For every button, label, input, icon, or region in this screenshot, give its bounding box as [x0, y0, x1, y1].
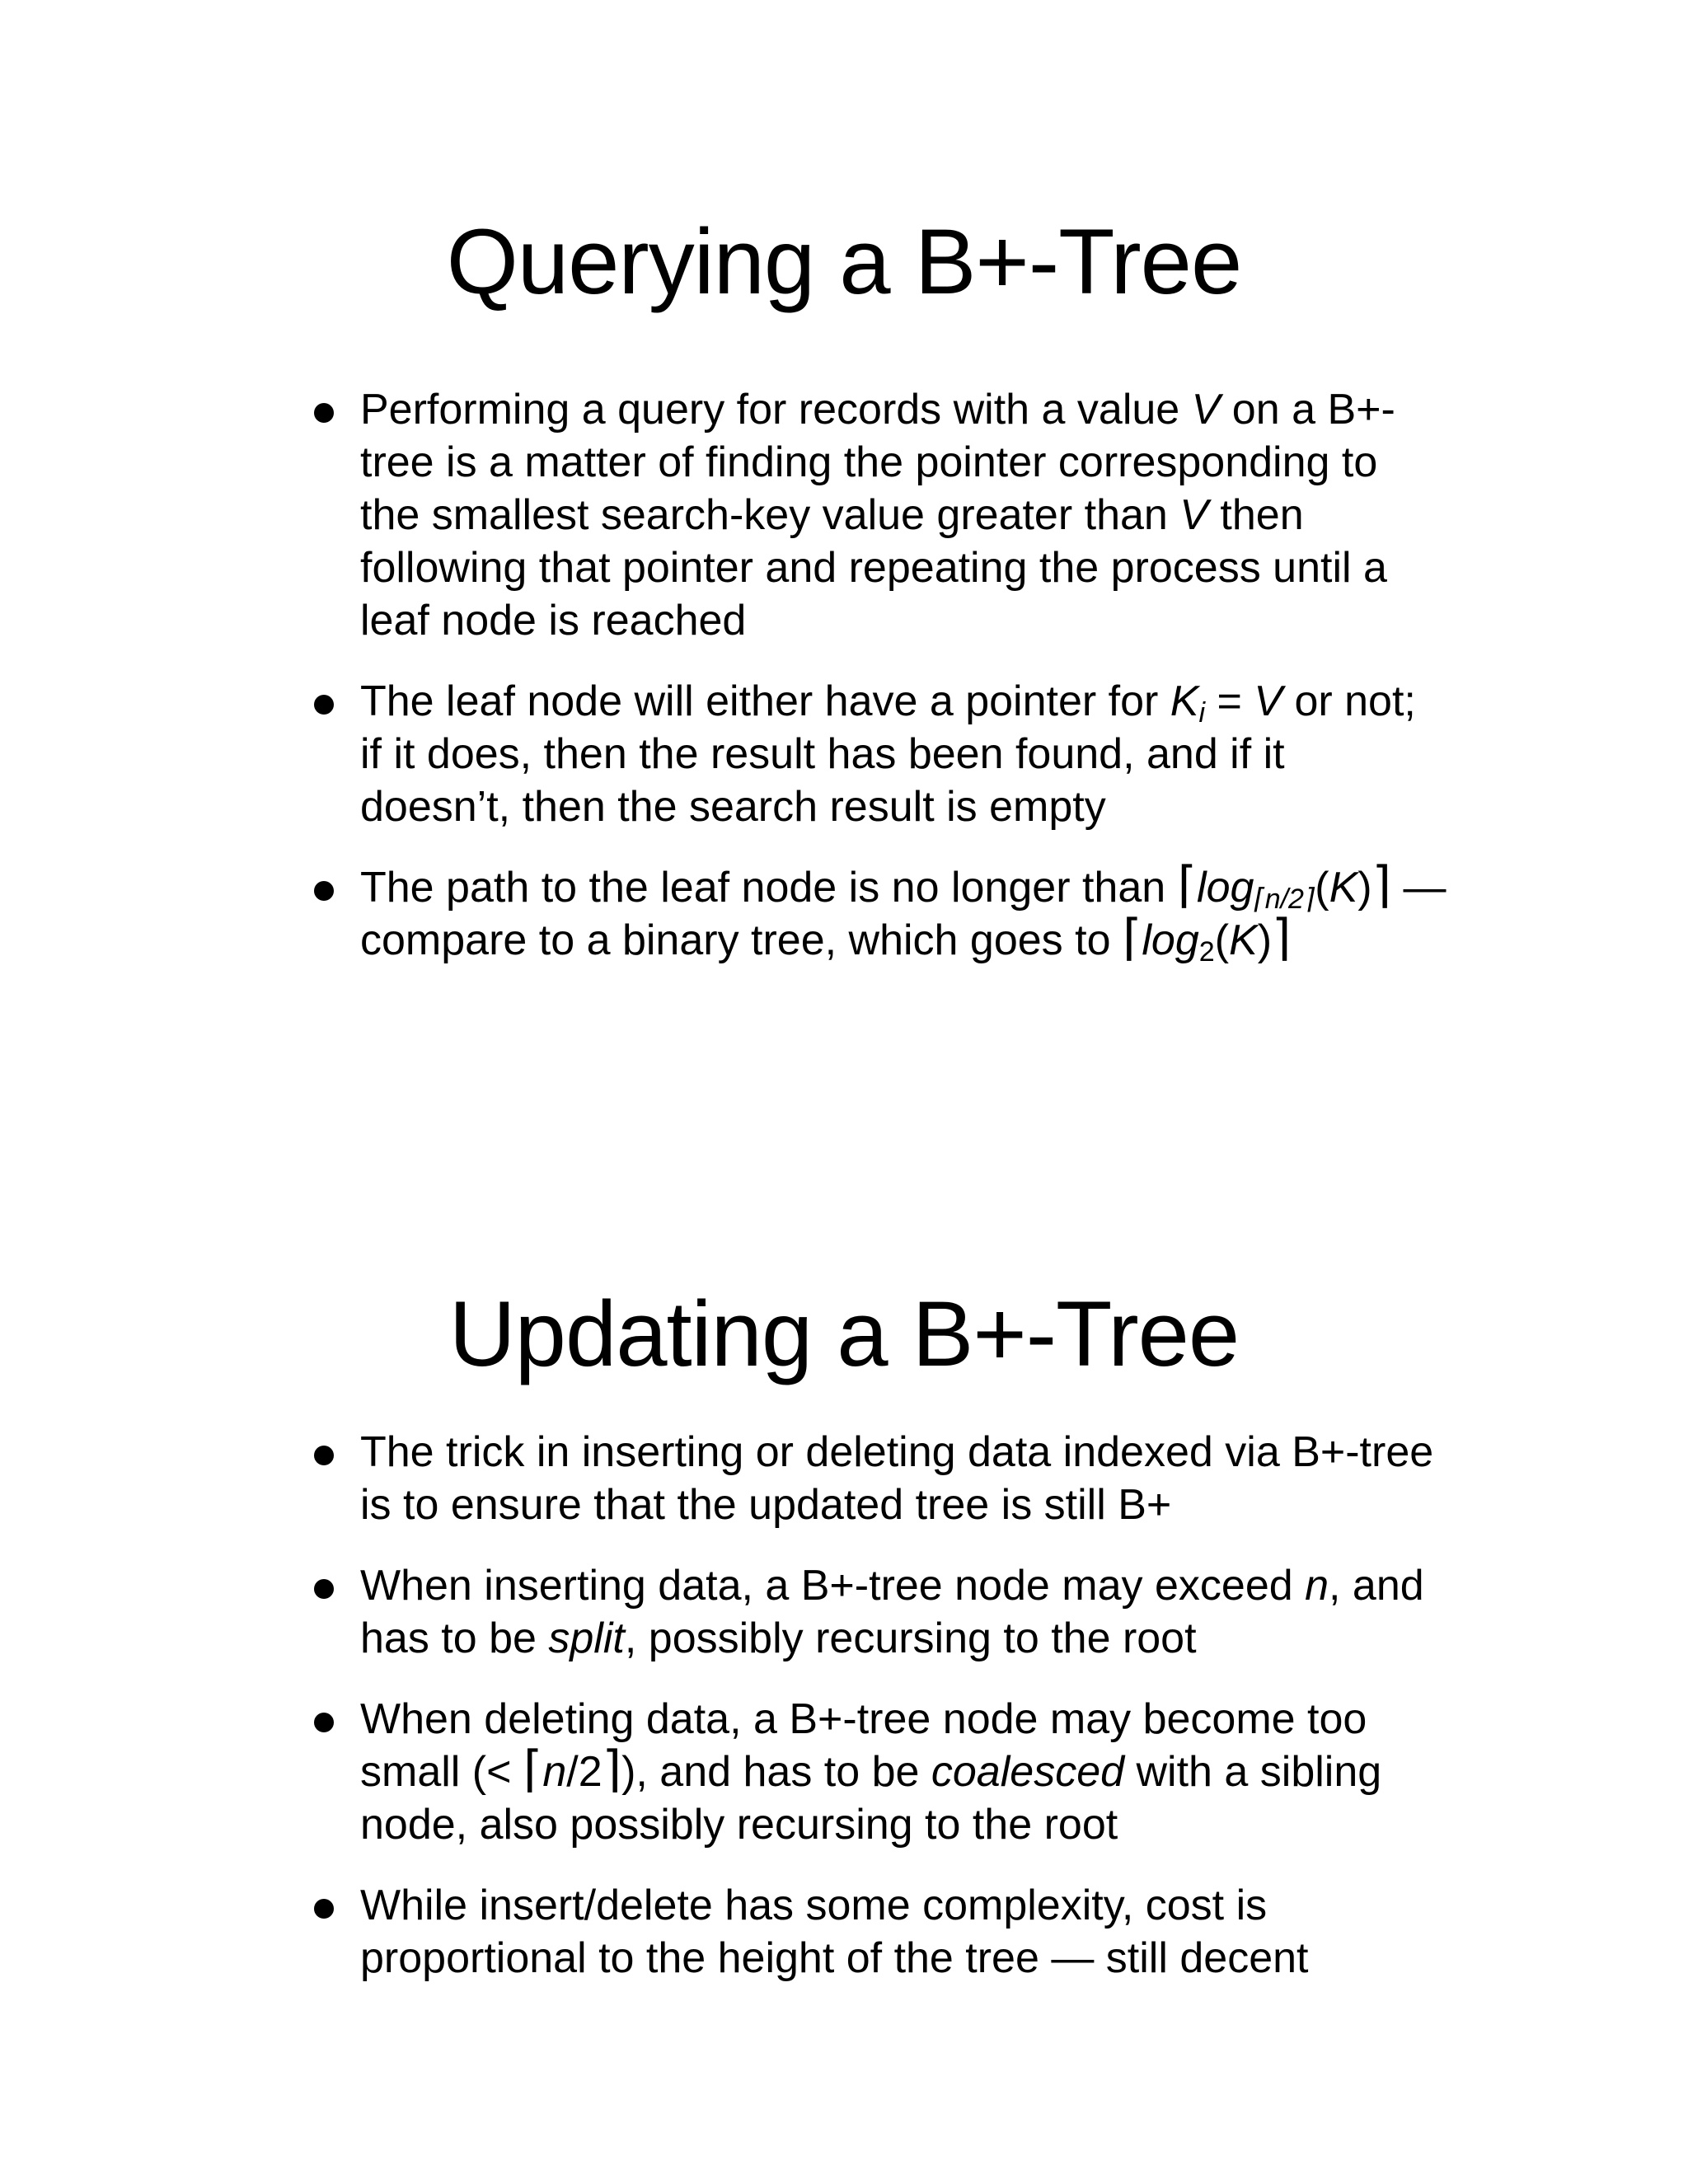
bullet-text: When deleting data, a B+-tree node may become too small (< ⌈n/2⌉), and has to be coalesced with a sibling node, also possibly recursing to the root [360, 1695, 1382, 1849]
bullet-text: While insert/delete has some complexity, cost is proportional to the height of the tree — still decent [360, 1882, 1309, 1982]
bullet-item [301, 675, 1447, 833]
bullet-text: The leaf node will either have a pointer for $K_i = V$ or not; if it does, then the result has been found, and if it doesn’t, then the search result is empty [360, 677, 1416, 831]
bullet-dot-icon [314, 403, 334, 423]
bullet-item [301, 383, 1447, 647]
slide-title: Updating a B+-Tree [448, 1282, 1240, 1385]
bullet-dot-icon [314, 1713, 334, 1732]
bullet-item [301, 857, 1447, 968]
bullet-text: Performing a query for records with a value V on a B+-tree is a matter of finding the pointer corresponding to the smallest search-key value greater than V then following that pointer and repeating the process until a leaf node is reached [360, 386, 1395, 644]
bullet-dot-icon [314, 695, 334, 715]
slide-updating [0, 1092, 1688, 2184]
bullet-item [301, 1693, 1447, 1851]
bullet-text: The trick in inserting or deleting data indexed via B+-tree is to ensure that the updated tree is still B+ [360, 1428, 1434, 1529]
bullet-list [301, 1426, 1447, 2013]
bullet-dot-icon [314, 881, 334, 901]
bullet-item [301, 1879, 1447, 1985]
bullet-item [301, 1426, 1447, 1531]
bullet-list [301, 383, 1447, 995]
bullet-item [301, 1559, 1447, 1665]
bullet-text: The path to the leaf node is no longer than $⌈\log_{⌈n/2⌉}(K)⌉$ — compare to a binary tree, which goes to $⌈\log_2(K)⌉$ [360, 857, 1447, 968]
bullet-dot-icon [314, 1899, 334, 1919]
slide-title: Querying a B+-Tree [446, 210, 1242, 313]
bullet-dot-icon [314, 1579, 334, 1599]
bullet-dot-icon [314, 1446, 334, 1465]
bullet-text: When inserting data, a B+-tree node may exceed n, and has to be split, possibly recursing to the root [360, 1562, 1424, 1662]
